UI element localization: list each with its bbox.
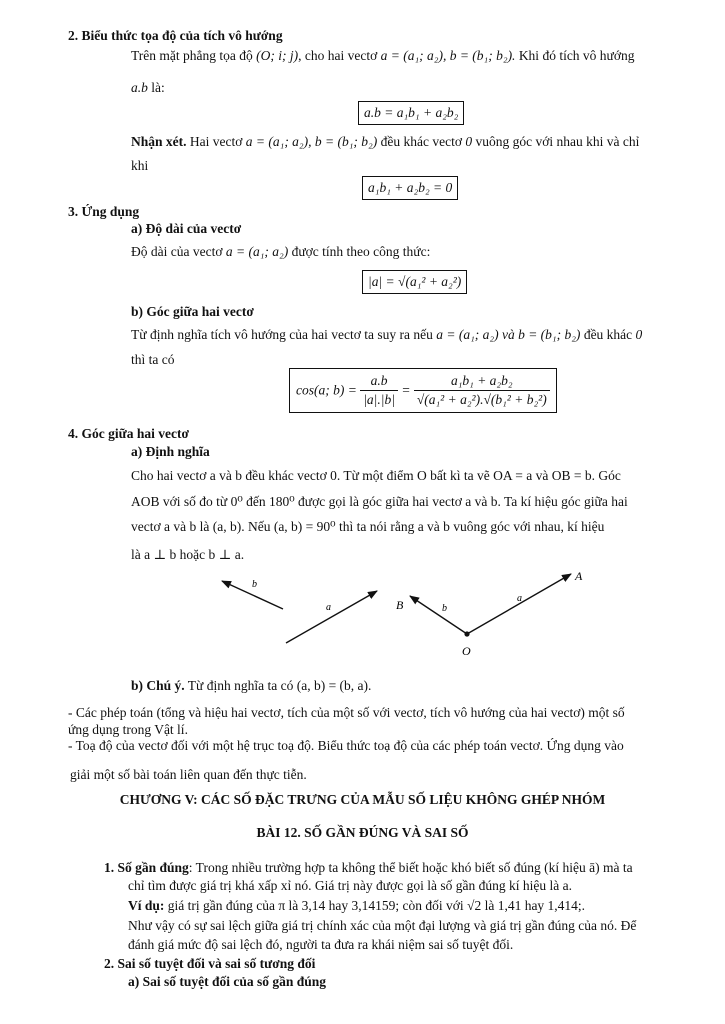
vector-OA — [467, 574, 571, 634]
sec3-a-text: Độ dài của vectơ a = (a₁; a₂) được tính theo công thức: — [131, 244, 431, 259]
lesson-example: Ví dụ: giá trị gần đúng của π là 3,14 hay 3,14159; còn đối với √2 là 1,41 hay 1,414;. — [128, 898, 586, 913]
sec3-a-heading: a) Độ dài của vectơ — [131, 221, 242, 236]
sec4-definition-line-2: AOB với số đo từ 0⁰ đến 180⁰ được gọi là góc giữa hai vectơ a và b. Ta kí hiệu góc giữa hai — [131, 494, 628, 509]
label-O: O — [462, 644, 471, 658]
point-O — [464, 631, 469, 636]
sec4-definition-heading: a) Định nghĩa — [131, 444, 210, 459]
lesson-title: BÀI 12. SỐ GẦN ĐÚNG VÀ SAI SỐ — [256, 825, 469, 840]
formula-vector-length: |a| = √(a₁² + a₂²) — [362, 270, 467, 294]
lesson-s1-line-5: đánh giá mức độ sai lệch đó, người ta đưa ra khái niệm sai số tuyệt đối. — [128, 937, 514, 952]
vector-coordinates: a = (a₁; a₂), b = (b₁; b₂). — [380, 48, 516, 63]
vector-angle-figure — [0, 560, 725, 660]
vector-OB — [410, 596, 467, 634]
sec4-definition-line-1: Cho hai vectơ a và b đều khác vectơ 0. Từ một điểm O bất kì ta vẽ OA = a và OB = b. Góc — [131, 468, 621, 483]
label-b-right: b — [442, 603, 447, 614]
section-4-heading: 4. Góc giữa hai vectơ — [68, 426, 189, 441]
sec4-note: b) Chú ý. Từ định nghĩa ta có (a, b) = (b, a). — [131, 678, 372, 693]
summary-line-4: giải một số bài toán liên quan đến thực tiễn. — [70, 767, 307, 782]
section-3-heading: 3. Ứng dụng — [68, 204, 140, 219]
chapter-title: CHƯƠNG V: CÁC SỐ ĐẶC TRƯNG CỦA MẪU SỐ LIỆU KHÔNG GHÉP NHÓM — [119, 792, 606, 807]
left-vector-a — [286, 591, 377, 643]
label-b-left: b — [252, 579, 257, 590]
lesson-s1-line-2: chỉ tìm được giá trị khá xấp xỉ nó. Giá trị này được gọi là số gần đúng kí hiệu là a. — [128, 878, 572, 893]
coordinate-frame: (O; i; j) — [256, 48, 299, 63]
label-a-left: a — [326, 602, 331, 613]
section-2-heading: 2. Biểu thức tọa độ của tích vô hướng — [68, 28, 283, 43]
sec2-paragraph-1-cont: a.b là: — [131, 80, 165, 95]
sec4-definition-line-3: vectơ a và b là (a, b). Nếu (a, b) = 90⁰ thì ta nói rằng a và b vuông góc với nhau, kí hiệu — [131, 519, 605, 534]
formula-dot-product: a.b = a₁b₁ + a₂b₂ — [358, 101, 464, 125]
sec2-paragraph-1: Trên mặt phẳng tọa độ (O; i; j), cho hai vectơ a = (a₁; a₂), b = (b₁; b₂). Khi đó tích vô hướng — [131, 48, 635, 63]
sec3-b-text: Từ định nghĩa tích vô hướng của hai vectơ ta suy ra nếu a = (a₁; a₂) và b = (b₁; b₂) đều khác 0 — [131, 327, 643, 342]
lesson-s2-heading: 2. Sai số tuyệt đối và sai số tương đối — [104, 956, 316, 971]
lesson-s2a-heading: a) Sai số tuyệt đối của số gần đúng — [128, 974, 327, 989]
summary-line-1: - Các phép toán (tổng và hiệu hai vectơ, tích của một số với vectơ, tích vô hướng của hai vectơ) một số — [68, 705, 625, 720]
summary-line-3: - Toạ độ của vectơ đối với một hệ trục toạ độ. Biểu thức toạ độ của các phép toán vectơ. Ứng dụng vào — [68, 738, 624, 753]
sec3-b-heading: b) Góc giữa hai vectơ — [131, 304, 254, 319]
label-B: B — [396, 598, 404, 612]
label-A: A — [575, 569, 583, 583]
sec2-remark-cont: khi — [131, 158, 149, 173]
formula-perpendicular: a₁b₁ + a₂b₂ = 0 — [362, 176, 458, 200]
label-a-right: a — [517, 593, 522, 604]
sec4-definition-line-4: là a ⊥ b hoặc b ⊥ a. — [131, 547, 245, 562]
sec2-remark: Nhận xét. Hai vectơ a = (a₁; a₂), b = (b₁; b₂) đều khác vectơ 0 vuông góc với nhau khi và chỉ — [131, 134, 640, 149]
sec3-b-text-cont: thì ta có — [131, 352, 175, 367]
summary-line-2: ứng dụng trong Vật lí. — [68, 722, 188, 737]
lesson-s1-line-4: Như vậy có sự sai lệch giữa giá trị chính xác của một đại lượng và giá trị gần đúng của nó. Để — [128, 918, 637, 933]
lesson-s1-line-1: 1. Số gần đúng: Trong nhiều trường hợp ta không thể biết hoặc khó biết số đúng (kí hiệu ā) mà ta — [104, 860, 633, 875]
formula-angle-cosine: cos(a; b) = $\frac{a.b}{|a|.|b|}$ = $\frac{\text{a₁b₁ + a₂b₂}}{\text{√(a₁² + a₂²).√(b₁² + b₂²)}}$ — [289, 368, 557, 413]
